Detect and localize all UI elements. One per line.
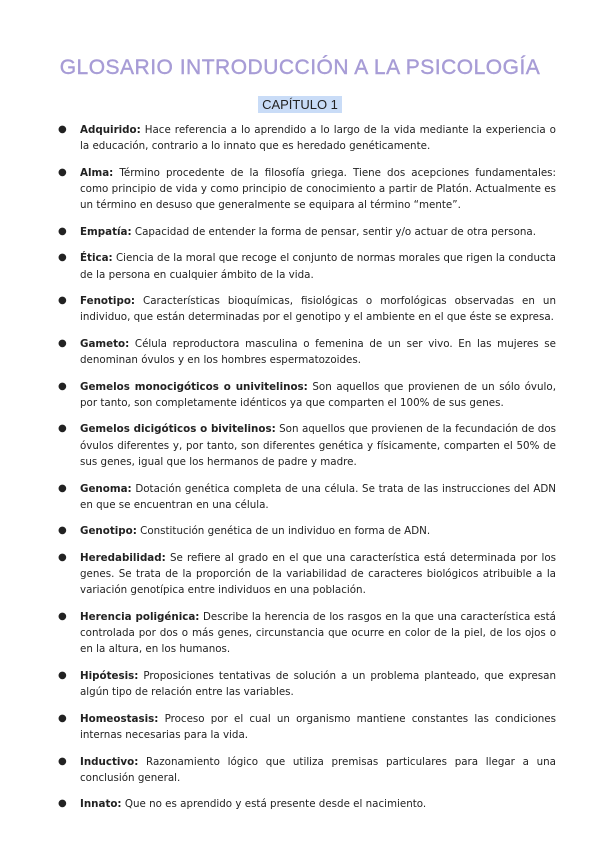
chapter-heading-wrap <box>0 94 600 113</box>
bullet-icon: ● <box>58 755 67 767</box>
glossary-definition: Proposiciones tentativas de solución a un problema planteado, que expresan algún tipo de relación entre las variables. <box>80 669 556 699</box>
glossary-entry <box>58 668 556 701</box>
glossary-definition: Término procedente de la filosofía griega. Tiene dos acepciones fundamentales: como principio de vida y como principio de conocimiento a partir de Platón. Actualmente es un término en desuso que generalmente se equipara al término “mente”. <box>80 166 556 212</box>
chapter-heading: CAPÍTULO 1 <box>258 96 342 113</box>
bullet-icon: ● <box>58 798 67 810</box>
glossary-definition: Que no es aprendido y está presente desde el nacimiento. <box>121 798 427 811</box>
glossary-entry <box>58 379 556 412</box>
bullet-icon: ● <box>58 423 67 435</box>
glossary-definition: Describe la herencia de los rasgos en la que una característica está controlada por dos o más genes, circunstancia que ocurre en color de la piel, de los ojos o en la altura, en los humanos. <box>80 610 556 656</box>
glossary-definition: Capacidad de entender la forma de pensar, sentir y/o actuar de otra persona. <box>131 225 537 238</box>
glossary-term: Homeostasis: <box>80 712 159 725</box>
bullet-icon: ● <box>58 166 67 178</box>
glossary-definition: Hace referencia a lo aprendido a lo largo de la vida mediante la experiencia o la educación, contrario a lo innato que es heredado genéticamente. <box>80 124 556 153</box>
glossary-term: Adquirido: <box>80 124 141 136</box>
glossary-definition: Se refiere al grado en el que una característica está determinada por los genes. Se trata de la proporción de la variabilidad de caracteres biológicos atribuible a la variación genotípica entre individuos en una población. <box>80 551 556 597</box>
glossary-entry <box>58 293 556 326</box>
glossary-entry <box>58 336 556 369</box>
glossary-definition: Célula reproductora masculina o femenina de un ser vivo. En las mujeres se denominan óvulos y en los hombres espermatozoides. <box>80 337 556 367</box>
glossary-definition: Dotación genética completa de una célula. Se trata de las instrucciones del ADN en que se encuentran en una célula. <box>80 482 556 511</box>
glossary-term: Hipótesis: <box>80 669 139 682</box>
glossary-term: Genoma: <box>80 482 132 495</box>
glossary-term: Alma: <box>80 166 114 179</box>
glossary-term: Gemelos dicigóticos o bivitelinos: <box>80 423 276 436</box>
glossary-definition: Son aquellos que provienen de la fecundación de dos óvulos diferentes y, por tanto, son diferentes genética y físicamente, comparten el 50% de sus genes, igual que los hermanos de padre y madre. <box>80 423 556 469</box>
glossary-entry <box>58 250 556 283</box>
glossary-entry <box>58 421 556 470</box>
glossary-definition: Constitución genética de un individuo en forma de ADN. <box>136 525 431 538</box>
bullet-icon: ● <box>58 610 67 622</box>
bullet-icon: ● <box>58 252 67 264</box>
glossary-entry <box>58 609 556 658</box>
glossary-term: Herencia poligénica: <box>80 610 200 623</box>
glossary-term: Innato: <box>80 798 122 811</box>
bullet-icon: ● <box>58 551 67 563</box>
bullet-icon: ● <box>58 124 67 135</box>
bullet-icon: ● <box>58 225 67 237</box>
glossary-term: Gameto: <box>80 337 130 350</box>
glossary-term: Gemelos monocigóticos o univitelinos: <box>80 380 308 393</box>
glossary-entry <box>58 711 556 744</box>
glossary-definition: Características bioquímicas, fisiológicas o morfológicas observadas en un individuo, que están determinadas por el genotipo y el ambiente en el que éste se expresa. <box>80 295 556 324</box>
bullet-icon: ● <box>58 482 67 494</box>
bullet-icon: ● <box>58 669 67 681</box>
glossary-term: Genotipo: <box>80 525 137 538</box>
glossary-term: Fenotipo: <box>80 295 136 308</box>
page-title: GLOSARIO INTRODUCCIÓN A LA PSICOLOGÍA <box>59 56 541 79</box>
glossary-entry <box>58 523 556 539</box>
glossary-definition: Ciencia de la moral que recoge el conjunto de normas morales que rigen la conducta de la persona en cualquier ámbito de la vida. <box>80 252 556 281</box>
glossary-entry <box>58 481 556 514</box>
glossary-term: Heredabilidad: <box>80 551 166 564</box>
glossary-entry <box>58 165 556 214</box>
glossary-term: Empatía: <box>80 225 132 238</box>
glossary-entry <box>58 796 556 812</box>
glossary-definition: Proceso por el cual un organismo mantiene constantes las condiciones internas necesarias para la vida. <box>80 712 556 742</box>
bullet-icon: ● <box>58 295 67 307</box>
bullet-icon: ● <box>58 337 67 349</box>
glossary-definition: Razonamiento lógico que utiliza premisas particulares para llegar a una conclusión general. <box>80 755 556 784</box>
glossary-entry <box>58 224 556 240</box>
glossary-term: Ética: <box>80 252 113 265</box>
glossary-term: Inductivo: <box>80 755 139 768</box>
bullet-icon: ● <box>58 380 67 392</box>
bullet-icon: ● <box>58 525 67 537</box>
glossary-entry <box>58 550 556 599</box>
glossary-entry <box>58 754 556 787</box>
bullet-icon: ● <box>58 712 67 724</box>
glossary-list <box>58 122 556 823</box>
glossary-entry <box>58 122 556 155</box>
glossary-definition: Son aquellos que provienen de un sólo óvulo, por tanto, son completamente idénticos ya que comparten el 100% de sus genes. <box>80 380 556 409</box>
